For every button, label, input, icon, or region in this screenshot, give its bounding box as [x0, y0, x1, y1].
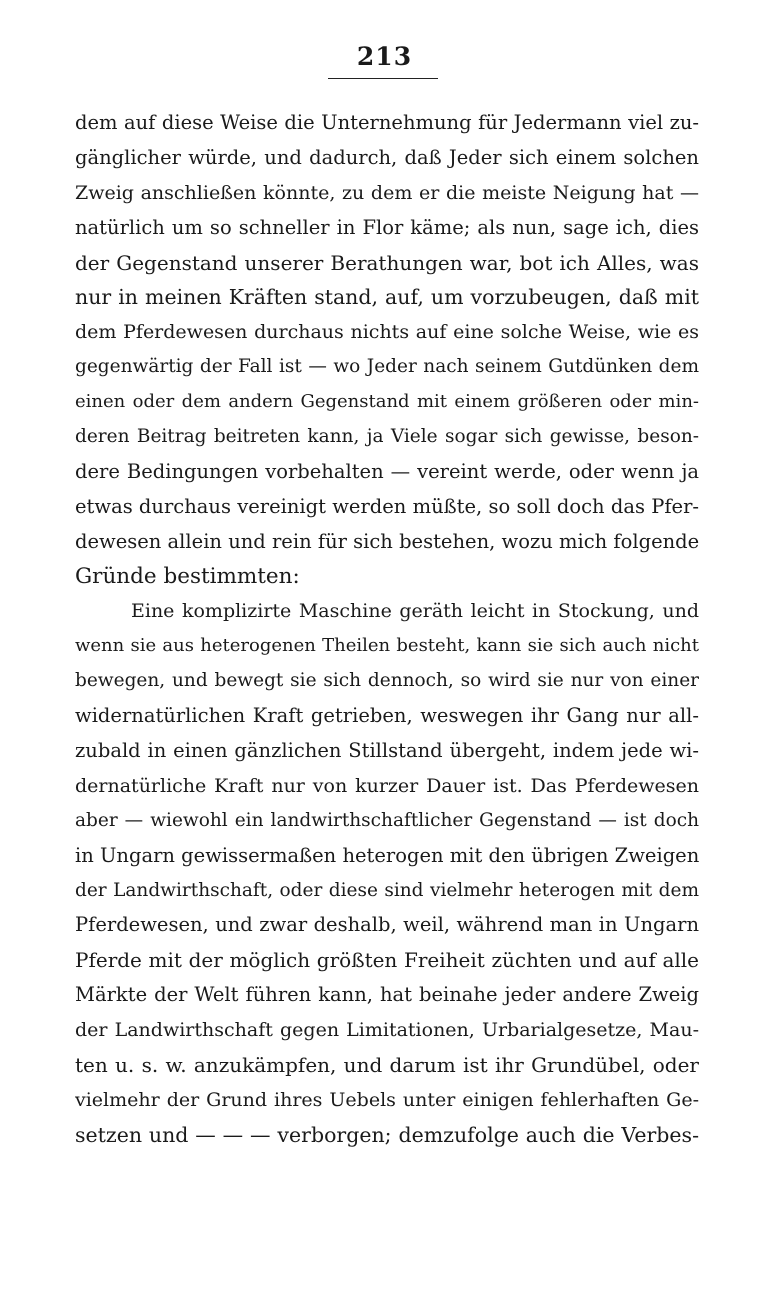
text-line: zubald in einen gänzlichen Stillstand übergeht, indem jede wi-	[75, 739, 699, 763]
text-line: Zweig anschließen könnte, zu dem er die meiste Neigung hat —	[75, 181, 699, 204]
text-line: gegenwärtig der Fall ist — wo Jeder nach seinem Gutdünken dem	[75, 356, 699, 378]
body-text	[75, 106, 699, 1153]
text-line: widernatürlichen Kraft getrieben, weswegen ihr Gang nur all-	[75, 704, 699, 728]
text-line: ten u. s. w. anzukämpfen, und darum ist ihr Grundübel, oder	[75, 1053, 699, 1078]
text-line: dem Pferdewesen durchaus nichts auf eine solche Weise, wie es	[75, 321, 699, 344]
text-line: dewesen allein und rein für sich bestehen, wozu mich folgende	[75, 529, 699, 553]
text-line: Pferde mit der möglich größten Freiheit züchten und auf alle	[75, 948, 699, 973]
text-line: setzen und — — — verborgen; demzufolge auch die Verbes-	[75, 1122, 699, 1147]
text-line: dernatürliche Kraft nur von kurzer Dauer ist. Das Pferdewesen	[75, 774, 699, 797]
text-line: dere Bedingungen vorbehalten — vereint werde, oder wenn ja	[75, 459, 699, 483]
text-line: etwas durchaus vereinigt werden müßte, so soll doch das Pfer-	[75, 494, 699, 518]
text-line: Märkte der Welt führen kann, hat beinahe jeder andere Zweig	[75, 983, 699, 1007]
text-line: der Landwirthschaft, oder diese sind vielmehr heterogen mit dem	[75, 879, 699, 901]
text-line: wenn sie aus heterogenen Theilen besteht, kann sie sich auch nicht	[75, 635, 699, 657]
text-line: der Gegenstand unserer Berathungen war, bot ich Alles, was	[75, 250, 699, 275]
text-line: Pferdewesen, und zwar deshalb, weil, während man in Ungarn	[75, 913, 699, 937]
text-line: natürlich um so schneller in Flor käme; als nun, sage ich, dies	[75, 215, 699, 239]
text-line: deren Beitrag beitreten kann, ja Viele sogar sich gewisse, beson-	[75, 426, 699, 448]
text-line: bewegen, und bewegt sie sich dennoch, so wird sie nur von einer	[75, 670, 699, 692]
text-line: aber — wiewohl ein landwirthschaftlicher Gegenstand — ist doch	[75, 809, 699, 831]
page-number: 213	[356, 42, 413, 71]
text-line: gänglicher würde, und dadurch, daß Jeder sich einem solchen	[75, 145, 699, 169]
text-line: in Ungarn gewissermaßen heterogen mit den übrigen Zweigen	[75, 843, 699, 867]
text-line: einen oder dem andern Gegenstand mit einem größeren oder min-	[75, 391, 699, 413]
text-line: Eine komplizirte Maschine geräth leicht in Stockung, und	[131, 600, 699, 623]
text-line: nur in meinen Kräften stand, auf, um vorzubeugen, daß mit	[75, 285, 699, 310]
text-line: vielmehr der Grund ihres Uebels unter einigen fehlerhaften Ge-	[75, 1088, 699, 1111]
text-line: der Landwirthschaft gegen Limitationen, Urbarialgesetze, Mau-	[75, 1019, 699, 1042]
header-rule	[328, 78, 438, 79]
text-line: Gründe bestimmten:	[75, 563, 300, 589]
text-line: dem auf diese Weise die Unternehmung für Jedermann viel zu-	[75, 111, 699, 134]
